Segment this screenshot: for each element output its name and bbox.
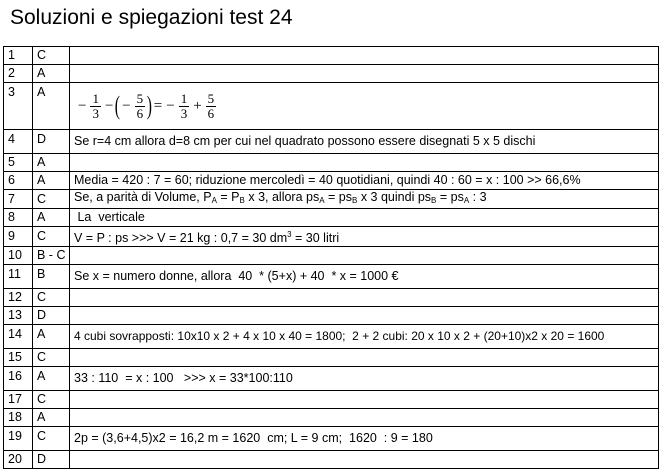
- answer-letter: A: [33, 172, 70, 190]
- question-number: 3: [4, 83, 33, 130]
- answer-letter: A: [33, 325, 70, 349]
- explanation: 2p = (3,6+4,5)x2 = 16,2 m = 1620 cm; L = 9 cm; 1620 : 9 = 180: [70, 427, 659, 451]
- question-number: 10: [4, 247, 33, 265]
- question-number: 15: [4, 349, 33, 367]
- answer-letter: A: [33, 65, 70, 83]
- explanation: [70, 289, 659, 307]
- answer-letter: C: [33, 391, 70, 409]
- solutions-table: [3, 46, 659, 469]
- answer-letter: A: [33, 154, 70, 172]
- explanation: 33 : 110 = x : 100 >>> x = 33*100:110: [70, 367, 659, 391]
- explanation-formula: [70, 83, 659, 130]
- explanation: 4 cubi sovrapposti: 10x10 x 2 + 4 x 10 x 40 = 1800; 2 + 2 cubi: 20 x 10 x 2 + (20+10)x2 x 20 = 1600: [70, 325, 659, 349]
- question-number: 7: [4, 190, 33, 209]
- table-row: [4, 391, 659, 409]
- table-row: [4, 265, 659, 289]
- explanation: [70, 47, 659, 65]
- explanation: La verticale: [70, 209, 659, 227]
- answer-letter: D: [33, 307, 70, 325]
- answer-letter: D: [33, 451, 70, 469]
- explanation: [70, 349, 659, 367]
- table-row: [4, 172, 659, 190]
- question-number: 8: [4, 209, 33, 227]
- table-row: [4, 227, 659, 247]
- answer-letter: C: [33, 427, 70, 451]
- table-row: [4, 209, 659, 227]
- answer-letter: C: [33, 349, 70, 367]
- question-number: 18: [4, 409, 33, 427]
- table-row: [4, 427, 659, 451]
- page-title: Soluzioni e spiegazioni test 24: [10, 6, 293, 29]
- table-row: [4, 47, 659, 65]
- table-row: [4, 349, 659, 367]
- question-number: 4: [4, 130, 33, 154]
- answer-letter: D: [33, 130, 70, 154]
- explanation: [70, 154, 659, 172]
- table-row: [4, 83, 659, 130]
- question-number: 1: [4, 47, 33, 65]
- answer-letter: A: [33, 367, 70, 391]
- explanation: Se x = numero donne, allora 40 * (5+x) + 40 * x = 1000 €: [70, 265, 659, 289]
- explanation: [70, 409, 659, 427]
- answer-letter: C: [33, 47, 70, 65]
- explanation: Media = 420 : 7 = 60; riduzione mercoledì = 40 quotidiani, quindi 40 : 60 = x : 100 >> 66,6%: [70, 172, 659, 190]
- table-row: [4, 451, 659, 469]
- table-row: [4, 130, 659, 154]
- answer-letter: A: [33, 83, 70, 130]
- table-row: [4, 247, 659, 265]
- explanation: Se r=4 cm allora d=8 cm per cui nel quadrato possono essere disegnati 5 x 5 dischi: [70, 130, 659, 154]
- table-row: [4, 190, 659, 209]
- explanation: [70, 247, 659, 265]
- table-row: [4, 325, 659, 349]
- explanation: [70, 307, 659, 325]
- explanation: [70, 451, 659, 469]
- table-row: [4, 307, 659, 325]
- answer-letter: A: [33, 409, 70, 427]
- question-number: 13: [4, 307, 33, 325]
- question-number: 16: [4, 367, 33, 391]
- fraction-formula: − $\frac{1}{3}$ − ( − $\frac{5}{6}$ ) = − $\frac{1}{3}$ + $\frac{5}{6}$: [78, 90, 215, 121]
- explanation: [70, 65, 659, 83]
- table-row: [4, 367, 659, 391]
- explanation: [70, 391, 659, 409]
- table-row: [4, 289, 659, 307]
- question-number: 11: [4, 265, 33, 289]
- explanation: V = P : ps >>> V = 21 kg : 0,7 = 30 $dm^3 = 30$ litri: [70, 227, 659, 247]
- question-number: 12: [4, 289, 33, 307]
- question-number: 19: [4, 427, 33, 451]
- question-number: 20: [4, 451, 33, 469]
- answer-letter: B: [33, 265, 70, 289]
- answer-letter: C: [33, 190, 70, 209]
- table-row: [4, 65, 659, 83]
- question-number: 2: [4, 65, 33, 83]
- question-number: 5: [4, 154, 33, 172]
- question-number: 17: [4, 391, 33, 409]
- question-number: 6: [4, 172, 33, 190]
- answer-letter: B - C: [33, 247, 70, 265]
- question-number: 14: [4, 325, 33, 349]
- answer-letter: C: [33, 227, 70, 247]
- explanation: Se, a parità di Volume, $P_A = P_B$ x 3, allora $ps_A = ps_B$ x 3 quindi $ps_B = ps_A$ : 3: [70, 190, 659, 209]
- question-number: 9: [4, 227, 33, 247]
- answer-letter: C: [33, 289, 70, 307]
- answer-letter: A: [33, 209, 70, 227]
- table-row: [4, 409, 659, 427]
- table-row: [4, 154, 659, 172]
